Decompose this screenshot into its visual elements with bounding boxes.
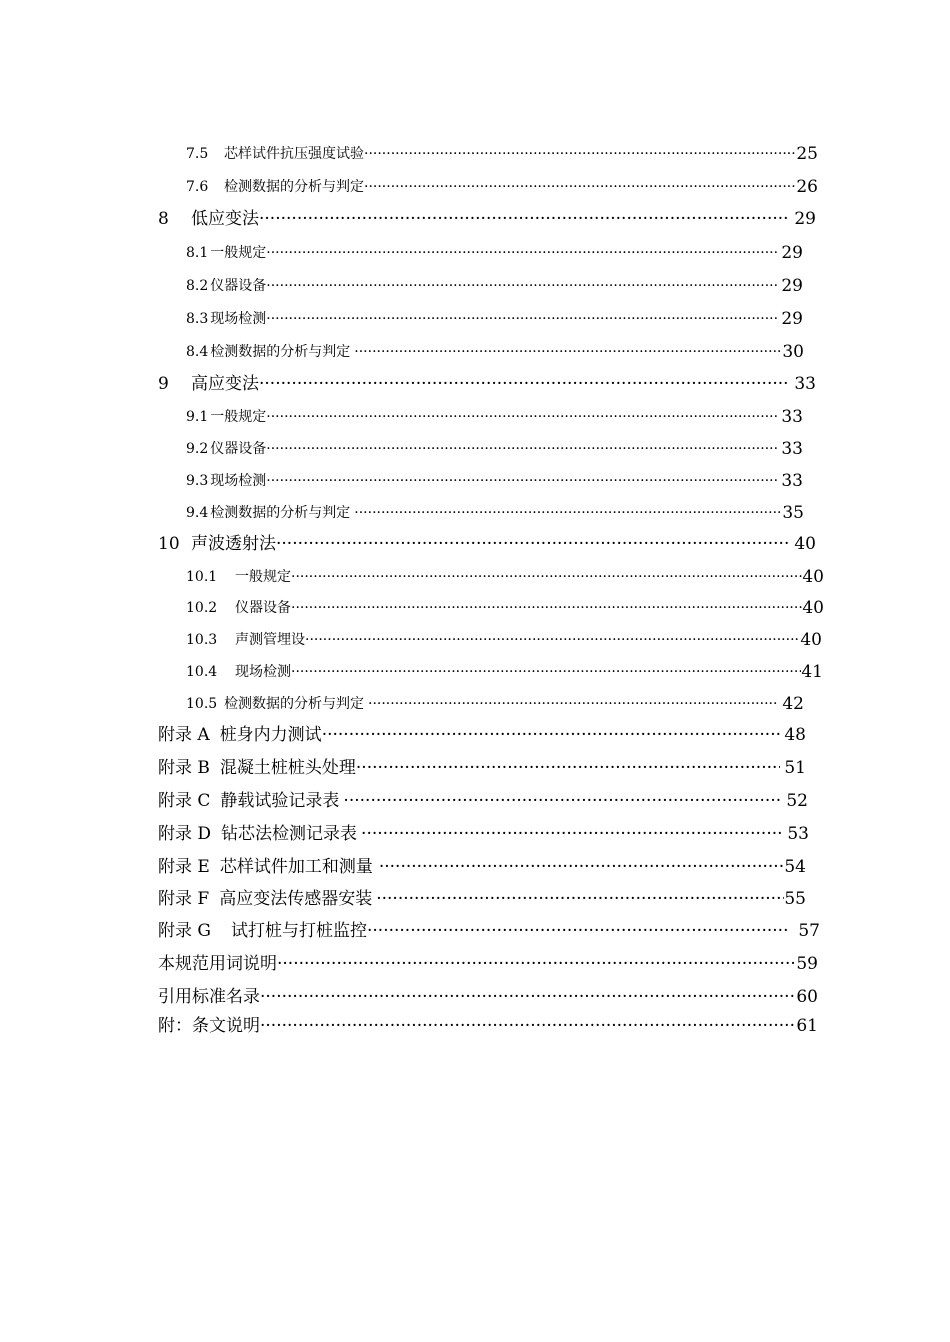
- toc-entry-page: 29: [794, 209, 816, 229]
- toc-entry-title: 仪器设备: [210, 441, 267, 457]
- toc-entry[interactable]: [186, 243, 803, 263]
- toc-entry-title: 一般规定: [210, 245, 267, 261]
- toc-entry-title: 检测数据的分析与判定: [224, 179, 364, 195]
- toc-entry-number: 9.4: [186, 505, 209, 521]
- toc-entry-page: 60: [796, 987, 818, 1007]
- toc-leader-dots: [266, 407, 777, 427]
- toc-entry-number: 10.5: [186, 696, 218, 712]
- toc-entry-number: 9.1: [186, 409, 209, 425]
- toc-entry-page: 41: [801, 662, 823, 682]
- toc-entry-number: 10.1: [186, 569, 218, 585]
- toc-entry-number: 8.3: [186, 311, 209, 327]
- toc-entry-title: 检测数据的分析与判定: [210, 344, 351, 360]
- toc-leader-dots: [322, 724, 781, 746]
- toc-entry-title: 检测数据的分析与判定: [224, 696, 364, 712]
- toc-entry-number: 8: [158, 209, 169, 229]
- toc-entry-title: 一般规定: [235, 569, 291, 585]
- toc-entry[interactable]: [186, 694, 804, 714]
- toc-entry-number: 附录 D: [158, 824, 212, 844]
- toc-entry[interactable]: [186, 407, 803, 427]
- toc-entry-title: 仪器设备: [210, 278, 267, 294]
- toc-leader-dots: [350, 503, 782, 523]
- toc-entry[interactable]: [158, 208, 816, 230]
- toc-entry-title: 芯样试件抗压强度试验: [224, 146, 364, 162]
- toc-entry-title: 低应变法: [191, 209, 259, 229]
- toc-entry-title: 钻芯法检测记录表: [221, 824, 358, 844]
- toc-entry-number: 9.2: [186, 441, 209, 457]
- toc-entry-page: 40: [802, 598, 824, 618]
- toc-entry-page: 30: [782, 342, 804, 362]
- toc-entry-number: 9.3: [186, 473, 209, 489]
- toc-entry-number: 8.4: [186, 344, 209, 360]
- toc-leader-dots: [266, 243, 777, 263]
- toc-entry-title: 附：条文说明: [158, 1016, 260, 1036]
- toc-entry-number: 附录 A: [158, 725, 210, 745]
- toc-leader-dots: [364, 694, 778, 714]
- toc-entry-title: 芯样试件加工和测量: [219, 857, 373, 877]
- toc-entry[interactable]: [186, 662, 823, 682]
- toc-entry-number: 7.5: [186, 146, 209, 162]
- toc-entry-title: 试打桩与打桩监控: [230, 921, 367, 941]
- toc-leader-dots: [350, 342, 782, 362]
- toc-entry[interactable]: [158, 856, 806, 878]
- toc-entry-page: 42: [782, 694, 804, 714]
- toc-entry-title: 现场检测: [210, 473, 267, 489]
- toc-leader-dots: [373, 856, 785, 878]
- toc-entry-page: 35: [782, 503, 804, 523]
- toc-entry-page: 29: [781, 276, 803, 296]
- toc-entry[interactable]: [158, 724, 806, 746]
- toc-leader-dots: [305, 630, 800, 650]
- toc-entry-number: 10.3: [186, 632, 218, 648]
- toc-entry-page: 33: [781, 471, 803, 491]
- toc-entry-title: 静载试验记录表: [220, 791, 340, 811]
- toc-entry-page: 40: [802, 567, 824, 587]
- toc-entry-page: 40: [794, 534, 816, 554]
- toc-entry[interactable]: [186, 309, 803, 329]
- toc-entry-number: 9: [158, 374, 169, 394]
- toc-entry[interactable]: [158, 790, 808, 812]
- toc-entry-page: 52: [786, 791, 808, 811]
- toc-entry-page: 57: [798, 921, 820, 941]
- toc-leader-dots: [291, 662, 801, 682]
- toc-entry-page: 29: [781, 243, 803, 263]
- toc-entry-page: 55: [784, 889, 806, 909]
- toc-entry[interactable]: [186, 471, 803, 491]
- toc-entry-page: 25: [796, 144, 818, 164]
- toc-leader-dots: [291, 567, 802, 587]
- toc-entry-title: 声测管埋设: [235, 632, 305, 648]
- toc-leader-dots: [364, 144, 796, 164]
- toc-entry[interactable]: [186, 598, 824, 618]
- toc-entry-title: 高应变法: [191, 374, 259, 394]
- toc-entry[interactable]: [186, 342, 804, 362]
- toc-entry-number: 10.2: [186, 600, 218, 616]
- toc-entry-page: 29: [781, 309, 803, 329]
- toc-entry-number: 附录 B: [158, 758, 210, 778]
- toc-entry[interactable]: [186, 276, 803, 296]
- toc-entry[interactable]: [158, 757, 806, 779]
- toc-entry-page: 59: [796, 954, 818, 974]
- toc-entry-title: 桩身内力测试: [219, 725, 322, 745]
- toc-leader-dots: [367, 920, 790, 942]
- toc-entry[interactable]: [158, 953, 818, 975]
- toc-leader-dots: [259, 373, 790, 395]
- toc-entry-title: 现场检测: [235, 664, 291, 680]
- toc-leader-dots: [266, 439, 777, 459]
- toc-entry-number: 附录 G: [158, 921, 211, 941]
- toc-entry-number: 附录 E: [158, 857, 210, 877]
- toc-entry[interactable]: [186, 567, 824, 587]
- toc-entry-number: 7.6: [186, 179, 209, 195]
- toc-entry[interactable]: [158, 920, 820, 942]
- toc-leader-dots: [276, 533, 790, 555]
- toc-entry[interactable]: [186, 177, 818, 197]
- toc-entry-number: 附录 C: [158, 791, 211, 811]
- toc-entry-page: 48: [784, 725, 806, 745]
- toc-entry-title: 声波透射法: [191, 534, 276, 554]
- toc-entry-number: 附录 F: [158, 889, 210, 909]
- toc-leader-dots: [339, 790, 782, 812]
- toc-leader-dots: [364, 177, 796, 197]
- toc-leader-dots: [277, 953, 794, 975]
- toc-entry-title: 仪器设备: [235, 600, 291, 616]
- toc-entry-page: 26: [796, 177, 818, 197]
- toc-leader-dots: [291, 598, 802, 618]
- toc-entry-number: 10: [158, 534, 180, 554]
- toc-entry-page: 33: [781, 439, 803, 459]
- toc-entry-number: 8.2: [186, 278, 209, 294]
- toc-entry-title: 一般规定: [210, 409, 267, 425]
- toc-leader-dots: [266, 471, 777, 491]
- toc-entry[interactable]: [186, 503, 804, 523]
- toc-leader-dots: [260, 1015, 794, 1037]
- toc-entry-page: 61: [796, 1016, 818, 1036]
- toc-entry[interactable]: [158, 823, 809, 845]
- toc-entry-page: 51: [784, 758, 806, 778]
- toc-entry[interactable]: [186, 630, 822, 650]
- toc-entry-page: 54: [784, 857, 806, 877]
- toc-entry[interactable]: [158, 373, 816, 395]
- toc-leader-dots: [266, 309, 777, 329]
- toc-entry-title: 引用标准名录: [158, 987, 260, 1007]
- toc-entry-number: 10.4: [186, 664, 218, 680]
- toc-entry-page: 33: [781, 407, 803, 427]
- toc-entry[interactable]: [186, 144, 818, 164]
- toc-leader-dots: [357, 823, 783, 845]
- toc-leader-dots: [372, 888, 784, 910]
- toc-entry[interactable]: [186, 439, 803, 459]
- toc-entry[interactable]: [158, 1015, 818, 1037]
- toc-leader-dots: [356, 757, 780, 779]
- toc-entry-number: 8.1: [186, 245, 209, 261]
- toc-entry-page: 53: [787, 824, 809, 844]
- toc-entry-title: 混凝土桩桩头处理: [219, 758, 356, 778]
- toc-entry-page: 40: [800, 630, 822, 650]
- toc-entry-page: 33: [794, 374, 816, 394]
- toc-entry[interactable]: [158, 888, 806, 910]
- toc-entry[interactable]: [158, 986, 818, 1008]
- toc-entry-title: 本规范用词说明: [158, 954, 277, 974]
- toc-leader-dots: [266, 276, 777, 296]
- toc-entry-title: 现场检测: [210, 311, 267, 327]
- toc-entry-title: 检测数据的分析与判定: [210, 505, 351, 521]
- toc-leader-dots: [260, 986, 794, 1008]
- toc-entry[interactable]: [158, 533, 816, 555]
- toc-leader-dots: [259, 208, 790, 230]
- toc-entry-title: 高应变法传感器安装: [219, 889, 373, 909]
